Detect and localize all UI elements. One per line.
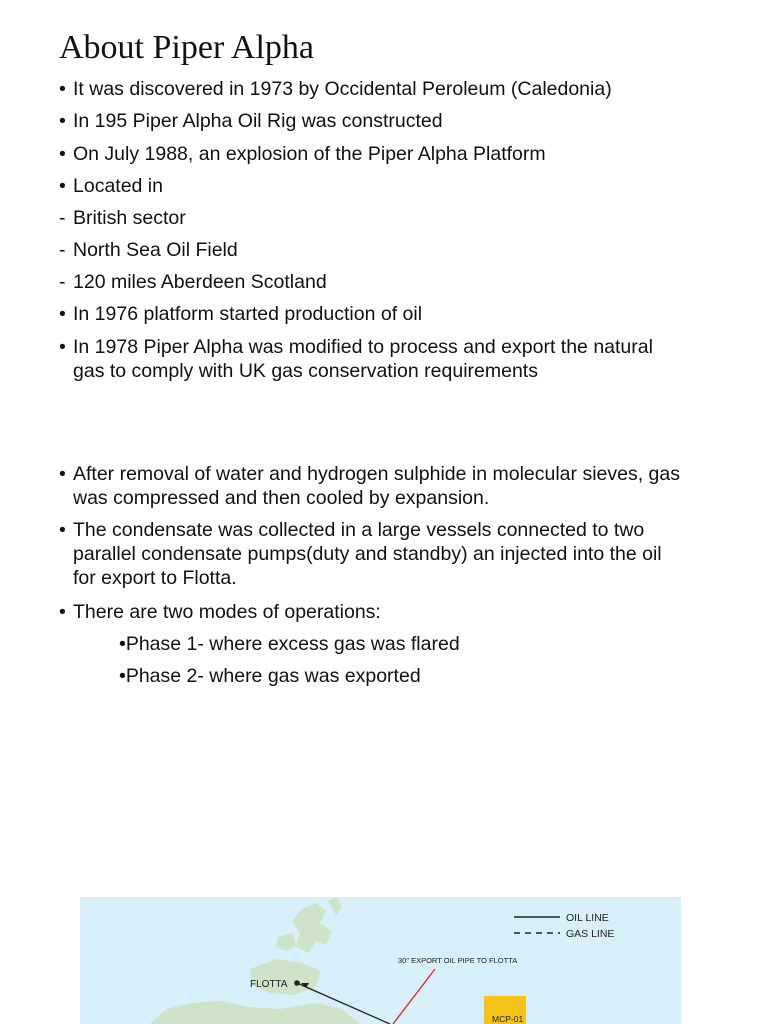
callout-arrow-icon <box>393 969 435 1024</box>
bullet-text: It was discovered in 1973 by Occidental Peroleum (Caledonia) <box>73 78 612 100</box>
land-mainland <box>150 1001 360 1024</box>
oil-line-legend-label: OIL LINE <box>566 912 609 924</box>
sub-bullet-item <box>0 664 768 688</box>
dash-text: British sector <box>73 207 186 229</box>
gas-line-legend-label: GAS LINE <box>566 928 615 940</box>
bullet-item <box>0 174 768 198</box>
land-island <box>292 903 332 953</box>
map-graphic <box>80 897 681 1024</box>
sub-bullet-text: •Phase 2- where gas was exported <box>119 665 421 687</box>
bullet-marker: • <box>59 601 66 623</box>
bullet-text-line: In 1978 Piper Alpha was modified to process and export the natural <box>73 336 653 358</box>
bullet-marker: • <box>59 175 66 197</box>
bullet-text: In 195 Piper Alpha Oil Rig was constructed <box>73 110 443 132</box>
flotta-label: FLOTTA <box>250 979 288 990</box>
dash-item <box>0 206 768 230</box>
dash-marker: - <box>59 239 66 261</box>
bullet-marker: • <box>59 78 66 100</box>
bullet-text-line: for export to Flotta. <box>73 567 237 589</box>
mcp01-label: MCP-01 <box>492 1014 524 1024</box>
bullet-item <box>0 600 768 624</box>
bullet-text-line: The condensate was collected in a large vessels connected to two <box>73 519 645 541</box>
pipeline-map <box>80 897 681 1024</box>
dash-text: 120 miles Aberdeen Scotland <box>73 271 327 293</box>
bullet-item <box>0 77 768 101</box>
bullet-text: There are two modes of operations: <box>73 601 381 623</box>
bullet-item <box>0 109 768 133</box>
bullet-item <box>0 462 768 510</box>
dash-item <box>0 238 768 262</box>
bullet-item <box>0 142 768 166</box>
bullet-text-line: gas to comply with UK gas conservation requirements <box>73 360 538 382</box>
page-title: About Piper Alpha <box>59 29 314 66</box>
bullet-text-line: parallel condensate pumps(duty and standby) an injected into the oil <box>73 543 662 565</box>
bullet-text: Located in <box>73 175 163 197</box>
dash-text: North Sea Oil Field <box>73 239 238 261</box>
bullet-text: In 1976 platform started production of oil <box>73 303 423 325</box>
land-island <box>276 933 296 951</box>
dash-marker: - <box>59 207 66 229</box>
bullet-marker: • <box>59 519 66 541</box>
land-island <box>328 897 342 915</box>
bullet-text-line: After removal of water and hydrogen sulphide in molecular sieves, gas <box>73 463 680 485</box>
bullet-marker: • <box>59 110 66 132</box>
bullet-marker: • <box>59 303 66 325</box>
bullet-item <box>0 302 768 326</box>
bullet-item <box>0 335 768 383</box>
bullet-item <box>0 518 768 590</box>
bullet-text: On July 1988, an explosion of the Piper Alpha Platform <box>73 143 546 165</box>
sub-bullet-item <box>0 632 768 656</box>
sub-bullet-text: •Phase 1- where excess gas was flared <box>119 633 460 655</box>
bullet-marker: • <box>59 143 66 165</box>
bullet-text-line: was compressed and then cooled by expansion. <box>73 487 490 509</box>
bullet-marker: • <box>59 463 66 485</box>
bullet-marker: • <box>59 336 66 358</box>
dash-marker: - <box>59 271 66 293</box>
dash-item <box>0 270 768 294</box>
export-pipe-callout: 30" EXPORT OIL PIPE TO FLOTTA <box>398 956 518 965</box>
